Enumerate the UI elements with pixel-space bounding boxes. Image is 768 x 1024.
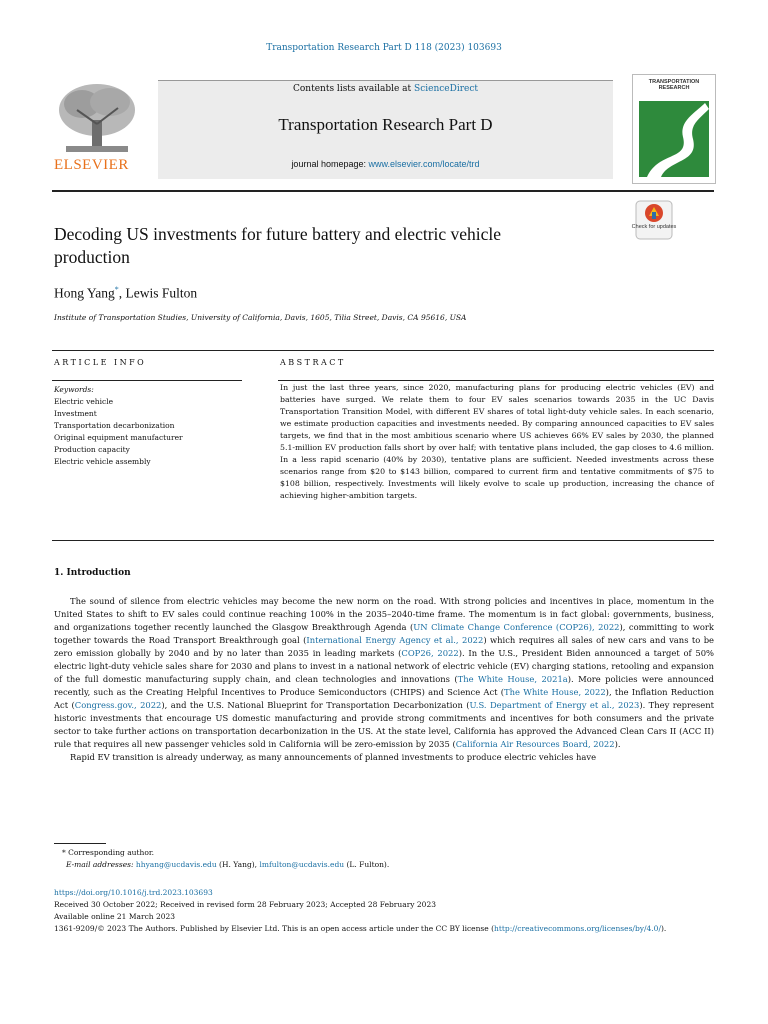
- citation-link[interactable]: The White House, 2022: [504, 687, 606, 697]
- section-rule: [52, 350, 714, 351]
- publication-info: [54, 887, 714, 935]
- introduction-body: [54, 595, 714, 764]
- keyword: Transportation decarbonization: [54, 421, 175, 430]
- citation-link[interactable]: UN Climate Change Conference (COP26), 2022: [413, 622, 620, 632]
- abstract-text: In just the last three years, since 2020, manufacturing plans for producing electric vehicles (EV) and batteries have surged. We relate them to four EV sales scenarios towards 2035 in the UC Davis Transportation Transition Model, with different EV shares of total light-duty vehicle sales. In each scenario, we estimate production capacities and investments needed. By comparing announced capacities to EV sales targets, we find that in the most ambitious scenario where US achieves 66% EV sales by 2030, the planned 5.1-million EV production falls short by over half; with tentative plans included, the gap closes to 4.6 million. In a less rapid scenario (40% by 2030), tentative plans are sufficient. Needed investments across these scenarios range from $20 to $143 billion, compared to current firm and tentative commitments of $75 to $108 billion, respectively. Investments will likely evolve to scale up production, increasing the chance of achieving higher-ambition targets.: [280, 383, 714, 500]
- abstract-heading: ABSTRACT: [280, 358, 346, 367]
- article-title: Decoding US investments for future battery and electric vehicle production: [54, 224, 502, 267]
- journal-citation[interactable]: Transportation Research Part D 118 (2023) 103693: [266, 43, 502, 53]
- keywords-rule: [52, 380, 242, 381]
- affiliation: Institute of Transportation Studies, University of California, Davis, 1605, Tilia Street, Davis, CA 95616, USA: [54, 313, 467, 322]
- check-for-updates-icon[interactable]: [634, 200, 674, 240]
- citation-link[interactable]: COP26, 2022: [401, 648, 459, 658]
- corresponding-author-note: * Corresponding author.: [62, 848, 155, 857]
- abstract-bottom-rule: [52, 540, 714, 541]
- citation-link[interactable]: California Air Resources Board, 2022: [455, 739, 615, 749]
- license-link[interactable]: http://creativecommons.org/licenses/by/4.0/: [494, 924, 661, 933]
- email-link[interactable]: hhyang@ucdavis.edu: [135, 860, 217, 869]
- header-rule: [52, 190, 714, 192]
- keywords-label: Keywords:: [54, 385, 94, 394]
- keyword: Production capacity: [54, 445, 130, 454]
- keyword: Original equipment manufacturer: [54, 433, 183, 442]
- received-dates: Received 30 October 2022; Received in revised form 28 February 2023; Accepted 28 February 2023: [54, 900, 436, 909]
- citation-link[interactable]: U.S. Department of Energy et al., 2023: [469, 700, 640, 710]
- corresponding-author-mark[interactable]: *: [114, 285, 119, 294]
- publisher-logo-text: ELSEVIER: [54, 157, 129, 173]
- keyword: Electric vehicle: [54, 397, 114, 406]
- citation-link[interactable]: The White House, 2021a: [457, 674, 568, 684]
- paragraph: Rapid EV transition is already underway, as many announcements of planned investments to produce electric vehicles have: [70, 752, 597, 762]
- email-addresses: E-mail addresses: hhyang@ucdavis.edu (H. Yang), lmfulton@ucdavis.edu (L. Fulton).: [66, 860, 390, 869]
- citation-link[interactable]: Congress.gov., 2022: [74, 700, 162, 710]
- cover-road-image: [639, 101, 709, 177]
- footnote-rule: [54, 843, 106, 844]
- available-online: Available online 21 March 2023: [54, 912, 176, 921]
- email-link[interactable]: lmfulton@ucdavis.edu: [259, 860, 345, 869]
- article-info-heading: ARTICLE INFO: [54, 358, 147, 367]
- cover-title: TRANSPORTATION RESEARCH: [648, 79, 700, 91]
- authors: Hong Yang*, Lewis Fulton: [54, 285, 198, 301]
- journal-title: Transportation Research Part D: [278, 115, 493, 134]
- keywords-list: [54, 384, 183, 468]
- journal-header: [158, 80, 613, 179]
- journal-cover-thumbnail: [632, 74, 716, 184]
- abstract-rule: [278, 380, 714, 381]
- doi-link[interactable]: https://doi.org/10.1016/j.trd.2023.103693: [54, 888, 213, 897]
- keyword: Investment: [54, 409, 97, 418]
- paragraph: The sound of silence from electric vehicles may become the new norm on the road. With strong policies and incentives in place, momentum in the United States to shift to EV sales could continue reaching 100% in the 2035–2040-time frame. The momentum is in fact global: governments, business, and organizations together recently launched the Glasgow Breakthrough Agenda (UN Climate Change Conference (COP26), 2022), committing to work together towards the Road Transport Breakthrough goal (International Energy Agency et al., 2022) which requires all sales of new cars and vans to be zero emission globally by 2040 and by no later than 2035 in leading markets (COP26, 2022). In the U.S., President Biden announced a target of 50% electric light-duty vehicle sales share for 2030 and plans to invest in a national network of electric vehicle (EV) charging stations, retooling and expansion of the full domestic manufacturing supply chain, and clean technologies and innovations (The White House, 2021a). More policies were announced recently, such as the Creating Helpful Incentives to Produce Semiconductors (CHIPS) and Science Act (The White House, 2022), the Inflation Reduction Act (Congress.gov., 2022), and the U.S. National Blueprint for Transportation Decarbonization (U.S. Department of Energy et al., 2023). They represent historic investments that encourage US domestic manufacturing and provide strong commitments and incentives for both consumers and the private sector to take further actions on transportation decarbonization in the US. At the state level, California has approved the Advanced Clean Cars II (ACC II) rule that requires all new passenger vehicles sold in California will be zero-emission by 2035 (California Air Resources Board, 2022).: [54, 596, 715, 749]
- check-for-updates-label[interactable]: Check for updates: [631, 224, 677, 230]
- introduction-heading: 1. Introduction: [54, 568, 131, 578]
- license-statement: 1361-9209/© 2023 The Authors. Published by Elsevier Ltd. This is an open access article under the CC BY license (http://creativecommons.org/licenses/by/4.0/).: [54, 924, 667, 933]
- sciencedirect-link[interactable]: ScienceDirect: [414, 84, 478, 94]
- homepage-line: journal homepage: www.elsevier.com/locate/trd: [291, 159, 480, 169]
- keyword: Electric vehicle assembly: [54, 457, 151, 466]
- citation-link[interactable]: International Energy Agency et al., 2022: [306, 635, 484, 645]
- contents-line: Contents lists available at ScienceDirect: [293, 84, 478, 94]
- homepage-link[interactable]: www.elsevier.com/locate/trd: [368, 159, 480, 169]
- footnotes: [62, 847, 389, 871]
